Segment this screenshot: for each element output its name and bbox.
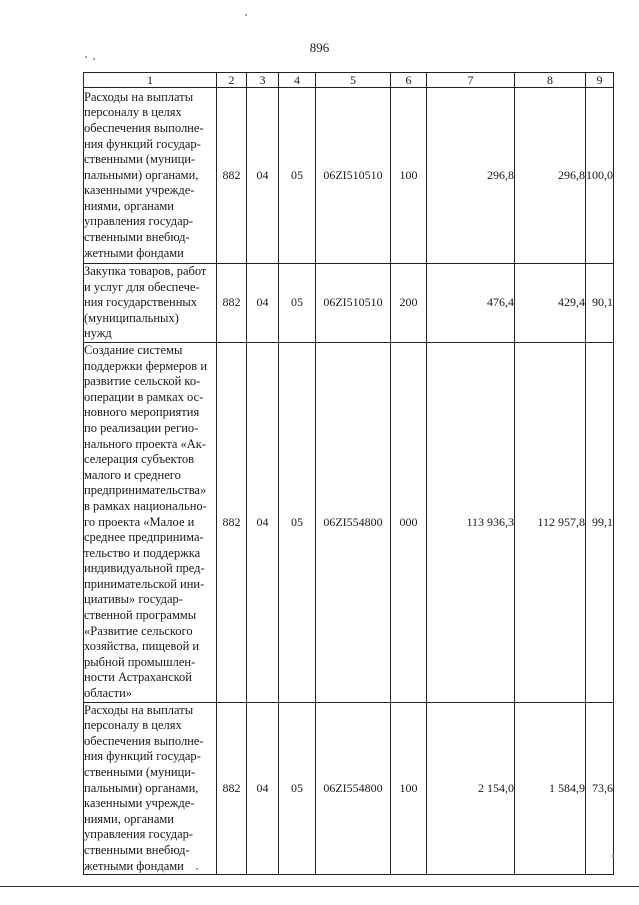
row-name-line: ственными внебюд- xyxy=(84,230,190,245)
row-name-line: управления государ- xyxy=(84,827,194,842)
budget-table xyxy=(83,72,614,875)
row-name-line: Создание системы xyxy=(84,342,183,357)
execution-percent-cell: 73,6 xyxy=(586,702,614,875)
scan-speck xyxy=(196,868,198,870)
row-name-line: пальными) органами, xyxy=(84,167,199,182)
row-name-line: жетными фондами xyxy=(84,245,184,260)
row-name-line: нужд xyxy=(84,326,112,341)
row-name-line: нального проекта «Ак- xyxy=(84,436,207,451)
section-code-cell: 04 xyxy=(247,342,279,702)
header-cell: 6 xyxy=(391,73,427,88)
table-row xyxy=(84,264,614,343)
planned-amount-cell: 296,8 xyxy=(427,88,515,264)
row-name-line: Расходы на выплаты xyxy=(84,89,194,104)
header-cell: 2 xyxy=(217,73,247,88)
actual-amount-cell: 296,8 xyxy=(515,88,586,264)
section-code-cell: 04 xyxy=(247,702,279,875)
target-item-cell: 06ZI510510 xyxy=(316,264,391,343)
row-name-line: и услуг для обеспече- xyxy=(84,279,200,294)
row-name-cell xyxy=(84,702,217,875)
row-name-line: среднее предпринима- xyxy=(84,530,204,545)
row-name-line: го проекта «Малое и xyxy=(84,514,195,529)
row-name-line: индивидуальной пред- xyxy=(84,561,205,576)
planned-amount-cell: 113 936,3 xyxy=(427,342,515,702)
row-name-line: предпринимательства» xyxy=(84,483,207,498)
row-name-line: ности Астраханской xyxy=(84,670,193,685)
row-name-line: циативы» государ- xyxy=(84,592,183,607)
subsection-code-cell: 05 xyxy=(279,88,316,264)
row-name-line: поддержки фермеров и xyxy=(84,358,208,373)
execution-percent-cell: 100,0 xyxy=(586,88,614,264)
page-number: 896 xyxy=(309,40,330,55)
row-name-line: тельство и поддержка xyxy=(84,545,201,560)
header-cell: 8 xyxy=(515,73,586,88)
subsection-code-cell: 05 xyxy=(279,264,316,343)
row-name-line: обеспечения выполне- xyxy=(84,733,204,748)
row-name-cell xyxy=(84,88,217,264)
header-cell: 9 xyxy=(586,73,614,88)
actual-amount-cell: 429,4 xyxy=(515,264,586,343)
target-item-cell: 06ZI554800 xyxy=(316,342,391,702)
table-header-row xyxy=(84,73,614,88)
table-body xyxy=(84,88,614,875)
execution-percent-cell: 99,1 xyxy=(586,342,614,702)
admin-code-cell: 882 xyxy=(217,702,247,875)
header-cell: 5 xyxy=(316,73,391,88)
section-code-cell: 04 xyxy=(247,88,279,264)
row-name-line: (муниципальных) xyxy=(84,310,179,325)
row-name-line: персоналу в целях xyxy=(84,105,182,120)
header-cell: 7 xyxy=(427,73,515,88)
row-name-line: ниями, органами xyxy=(84,198,174,213)
execution-percent-cell: 90,1 xyxy=(586,264,614,343)
expense-type-cell: 200 xyxy=(391,264,427,343)
subsection-code-cell: 05 xyxy=(279,702,316,875)
section-code-cell: 04 xyxy=(247,264,279,343)
row-name-line: казенными учрежде- xyxy=(84,183,195,198)
row-name-line: новного мероприятия xyxy=(84,405,200,420)
header-cell: 1 xyxy=(84,73,217,88)
row-name-line: области» xyxy=(84,686,133,701)
row-name-line: принимательской ини- xyxy=(84,576,205,591)
row-name-line: ния функций государ- xyxy=(84,749,201,764)
row-name-line: ственными (муници- xyxy=(84,152,196,167)
table-row xyxy=(84,88,614,264)
admin-code-cell: 882 xyxy=(217,88,247,264)
row-name-line: операции в рамках ос- xyxy=(84,389,204,404)
row-name-line: персоналу в целях xyxy=(84,718,182,733)
row-name-line: ниями, органами xyxy=(84,811,174,826)
subsection-code-cell: 05 xyxy=(279,342,316,702)
row-name-line: ственными внебюд- xyxy=(84,842,190,857)
actual-amount-cell: 112 957,8 xyxy=(515,342,586,702)
page-bottom-rule xyxy=(0,886,639,887)
expense-type-cell: 100 xyxy=(391,88,427,264)
planned-amount-cell: 2 154,0 xyxy=(427,702,515,875)
actual-amount-cell: 1 584,9 xyxy=(515,702,586,875)
row-name-line: ния государственных xyxy=(84,295,198,310)
row-name-line: в рамках национально- xyxy=(84,498,207,513)
row-name-line: «Развитие сельского xyxy=(84,623,193,638)
table-row xyxy=(84,342,614,702)
row-name-line: селерация субъектов xyxy=(84,452,194,467)
row-name-line: жетными фондами xyxy=(84,858,184,873)
row-name-line: ственной программы xyxy=(84,608,197,623)
row-name-line: казенными учрежде- xyxy=(84,796,195,811)
expense-type-cell: 000 xyxy=(391,342,427,702)
row-name-line: управления государ- xyxy=(84,214,194,229)
header-cell: 4 xyxy=(279,73,316,88)
row-name-line: ния функций государ- xyxy=(84,136,201,151)
header-cell: 3 xyxy=(247,73,279,88)
row-name-cell xyxy=(84,264,217,343)
planned-amount-cell: 476,4 xyxy=(427,264,515,343)
admin-code-cell: 882 xyxy=(217,264,247,343)
expense-type-cell: 100 xyxy=(391,702,427,875)
scan-speck xyxy=(612,855,614,857)
target-item-cell: 06ZI510510 xyxy=(316,88,391,264)
row-name-line: развитие сельской ко- xyxy=(84,374,201,389)
row-name-line: обеспечения выполне- xyxy=(84,120,204,135)
admin-code-cell: 882 xyxy=(217,342,247,702)
scan-speck xyxy=(245,14,247,16)
row-name-line: Расходы на выплаты xyxy=(84,702,194,717)
row-name-line: ственными (муници- xyxy=(84,765,196,779)
table-row xyxy=(84,702,614,875)
scan-speck xyxy=(85,56,87,58)
row-name-cell xyxy=(84,342,217,702)
row-name-line: малого и среднего xyxy=(84,467,181,482)
row-name-line: по реализации регио- xyxy=(84,420,199,435)
row-name-line: Закупка товаров, работ xyxy=(84,264,207,278)
row-name-line: пальными) органами, xyxy=(84,780,199,795)
target-item-cell: 06ZI554800 xyxy=(316,702,391,875)
row-name-line: рыбной промышлен- xyxy=(84,654,196,669)
scan-speck xyxy=(93,58,95,60)
row-name-line: хозяйства, пищевой и xyxy=(84,639,200,654)
